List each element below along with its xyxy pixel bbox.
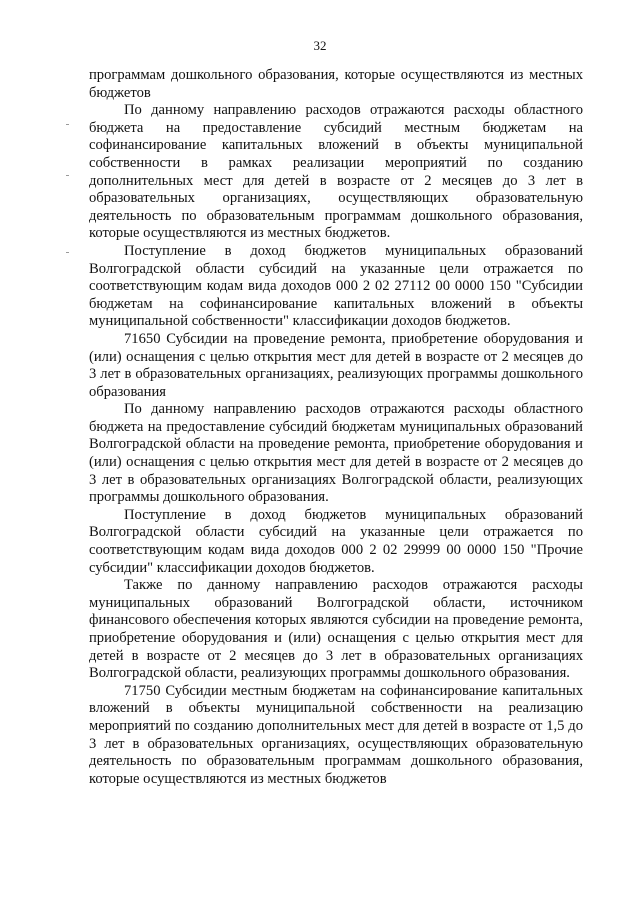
paragraph-expenditure-description: По данному направлению расходов отражаются расходы областного бюджета на предоставление субсидий бюджетам муниципальных образований Волгоградской области на проведение ремонта, приобретение оборудования и (или) оснащения с целью открытия мест для детей в возрасте от 2 месяцев до 3 лет в образовательных организациях Волгоградской области, реализующих программы дошкольного образования.: [89, 401, 583, 506]
paragraph-code-71650-heading: 71650 Субсидии на проведение ремонта, приобретение оборудования и (или) оснащения с целью открытия мест для детей в возрасте от 2 месяцев до 3 лет в образовательных организациях, реализующих программы дошкольного образования: [89, 330, 583, 400]
paragraph-municipal-expenditure: Также по данному направлению расходов отражаются расходы муниципальных образований Волгоградской области, источником финансового обеспечения которых являются субсидии на проведение ремонта, приобретение оборудования и (или) оснащения с целью открытия мест для детей в возрасте от 2 месяцев до 3 лет в образовательных организациях Волгоградской области, реализующих программы дошкольного образования.: [89, 577, 583, 682]
page-number: 32: [313, 38, 327, 53]
paragraph-revenue-codes: Поступление в доход бюджетов муниципальных образований Волгоградской области субсидий на указанные цели отражается по соответствующим кодам вида доходов 000 2 02 27112 00 0000 150 "Субсидии бюджетам на софинансирование капитальных вложений в объекты муниципальной собственности" классификации доходов бюджетов.: [89, 242, 583, 330]
document-body: [89, 67, 583, 788]
margin-scan-mark: [66, 175, 69, 176]
margin-scan-mark: [66, 252, 69, 253]
paragraph-expenditure-description: По данному направлению расходов отражаются расходы областного бюджета на предоставление субсидий местным бюджетам на софинансирование капитальных вложений в объекты муниципальной собственности в рамках реализации мероприятий по созданию дополнительных мест для детей в возрасте от 2 месяцев до 3 лет в образовательных организациях, осуществляющих образовательную деятельность по образовательным программам дошкольного образования, которые осуществляются из местных бюджетов.: [89, 102, 583, 242]
paragraph-continuation: программам дошкольного образования, которые осуществляются из местных бюджетов: [89, 67, 583, 101]
margin-scan-mark: [66, 124, 69, 125]
paragraph-code-71750-heading: 71750 Субсидии местным бюджетам на софинансирование капитальных вложений в объекты муниципальной собственности на реализацию мероприятий по созданию дополнительных мест для детей в возрасте от 1,5 до 3 лет в образовательных организациях, осуществляющих образовательную деятельность по образовательным программам дошкольного образования, которые осуществляются из местных бюджетов: [89, 682, 583, 787]
paragraph-revenue-codes: Поступление в доход бюджетов муниципальных образований Волгоградской области субсидий на указанные цели отражается по соответствующим кодам вида доходов 000 2 02 29999 00 0000 150 "Прочие субсидии" классификации доходов бюджетов.: [89, 506, 583, 576]
